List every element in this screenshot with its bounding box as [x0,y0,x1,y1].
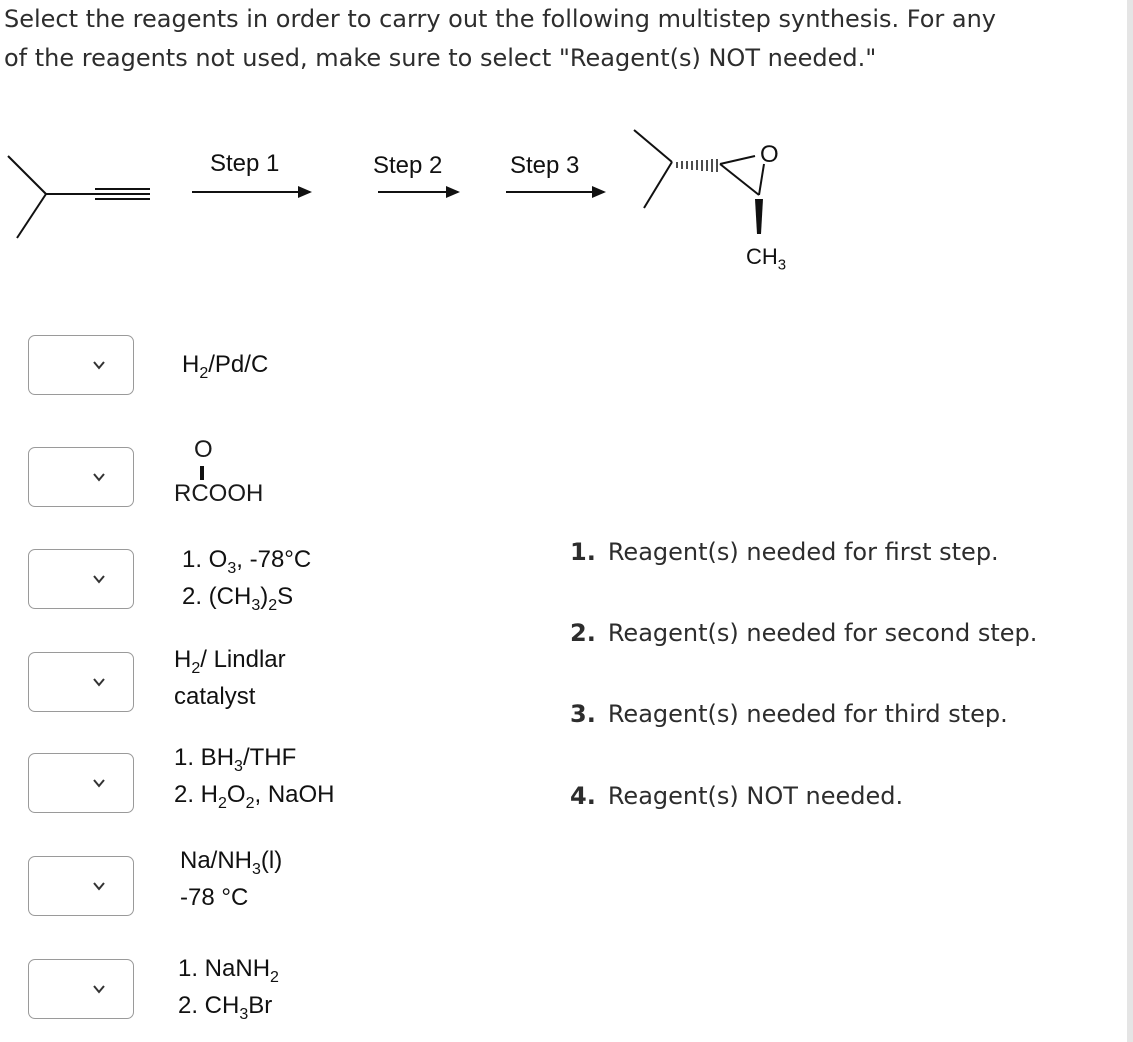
reagent-select-alkylation[interactable] [28,959,134,1019]
rcooh-text: RCOOH [174,480,264,507]
reagent-label-rcooh [174,436,294,508]
carbonyl-oxygen-label: O [194,436,213,463]
reagent-label-h2-pd-c: $H_2/Pd/C$ [182,351,269,382]
answer-option-1: 1. Reagent(s) needed for first step. [570,538,999,566]
reagent-select-ozonolysis[interactable] [28,549,134,609]
reagent-select-hydroboration[interactable] [28,753,134,813]
chevron-down-icon [92,982,106,996]
chevron-down-icon [92,675,106,689]
reagent-select-h2-pd-c[interactable] [28,335,134,395]
answer-option-3: 3. Reagent(s) needed for third step. [570,700,1008,728]
carbonyl-double-bond [200,466,204,480]
answer-option-4: 4. Reagent(s) NOT needed. [570,782,904,810]
chevron-down-icon [92,470,106,484]
epoxide-oxygen-label: O [760,141,779,168]
step-3-arrow [506,191,604,193]
reagent-select-dissolving-metal[interactable] [28,856,134,916]
epoxide-product-structure [620,120,800,250]
reagent-label-hydroboration: 1. $BH_3$/THF 2. $H_2O_2$, NaOH [174,744,335,812]
reaction-scheme [0,0,1133,300]
starting-material-structure [0,140,170,250]
step-1-arrow [192,191,310,193]
reagent-label-lindlar: $H_2/$ Lindlar catalyst [174,646,286,710]
step-2-arrow [378,191,458,193]
reagent-label-dissolving-metal: $Na/NH_3(l)$ -78 °C [180,847,283,911]
instructions-line-1: Select the reagents in order to carry out the following multistep synthesis. For any [4,5,996,33]
instructions-line-2: of the reagents not used, make sure to select "Reagent(s) NOT needed." [4,44,877,72]
step-2-label: Step 2 [373,152,443,179]
reagent-label-ozonolysis: 1. $O_3$, -78°C 2. $(CH_3)_2S$ [182,546,312,614]
answer-option-2: 2. Reagent(s) needed for second step. [570,619,1038,647]
reagent-select-rcooh[interactable] [28,447,134,507]
methyl-group-label: $CH_3$ [746,244,787,274]
chevron-down-icon [92,358,106,372]
chevron-down-icon [92,776,106,790]
reagent-select-lindlar[interactable] [28,652,134,712]
reagent-label-alkylation: 1. NaNH$_2$ 2. $CH_3Br$ [178,955,279,1023]
chevron-down-icon [92,879,106,893]
chevron-down-icon [92,572,106,586]
step-1-label: Step 1 [210,150,280,177]
step-3-label: Step 3 [510,152,580,179]
